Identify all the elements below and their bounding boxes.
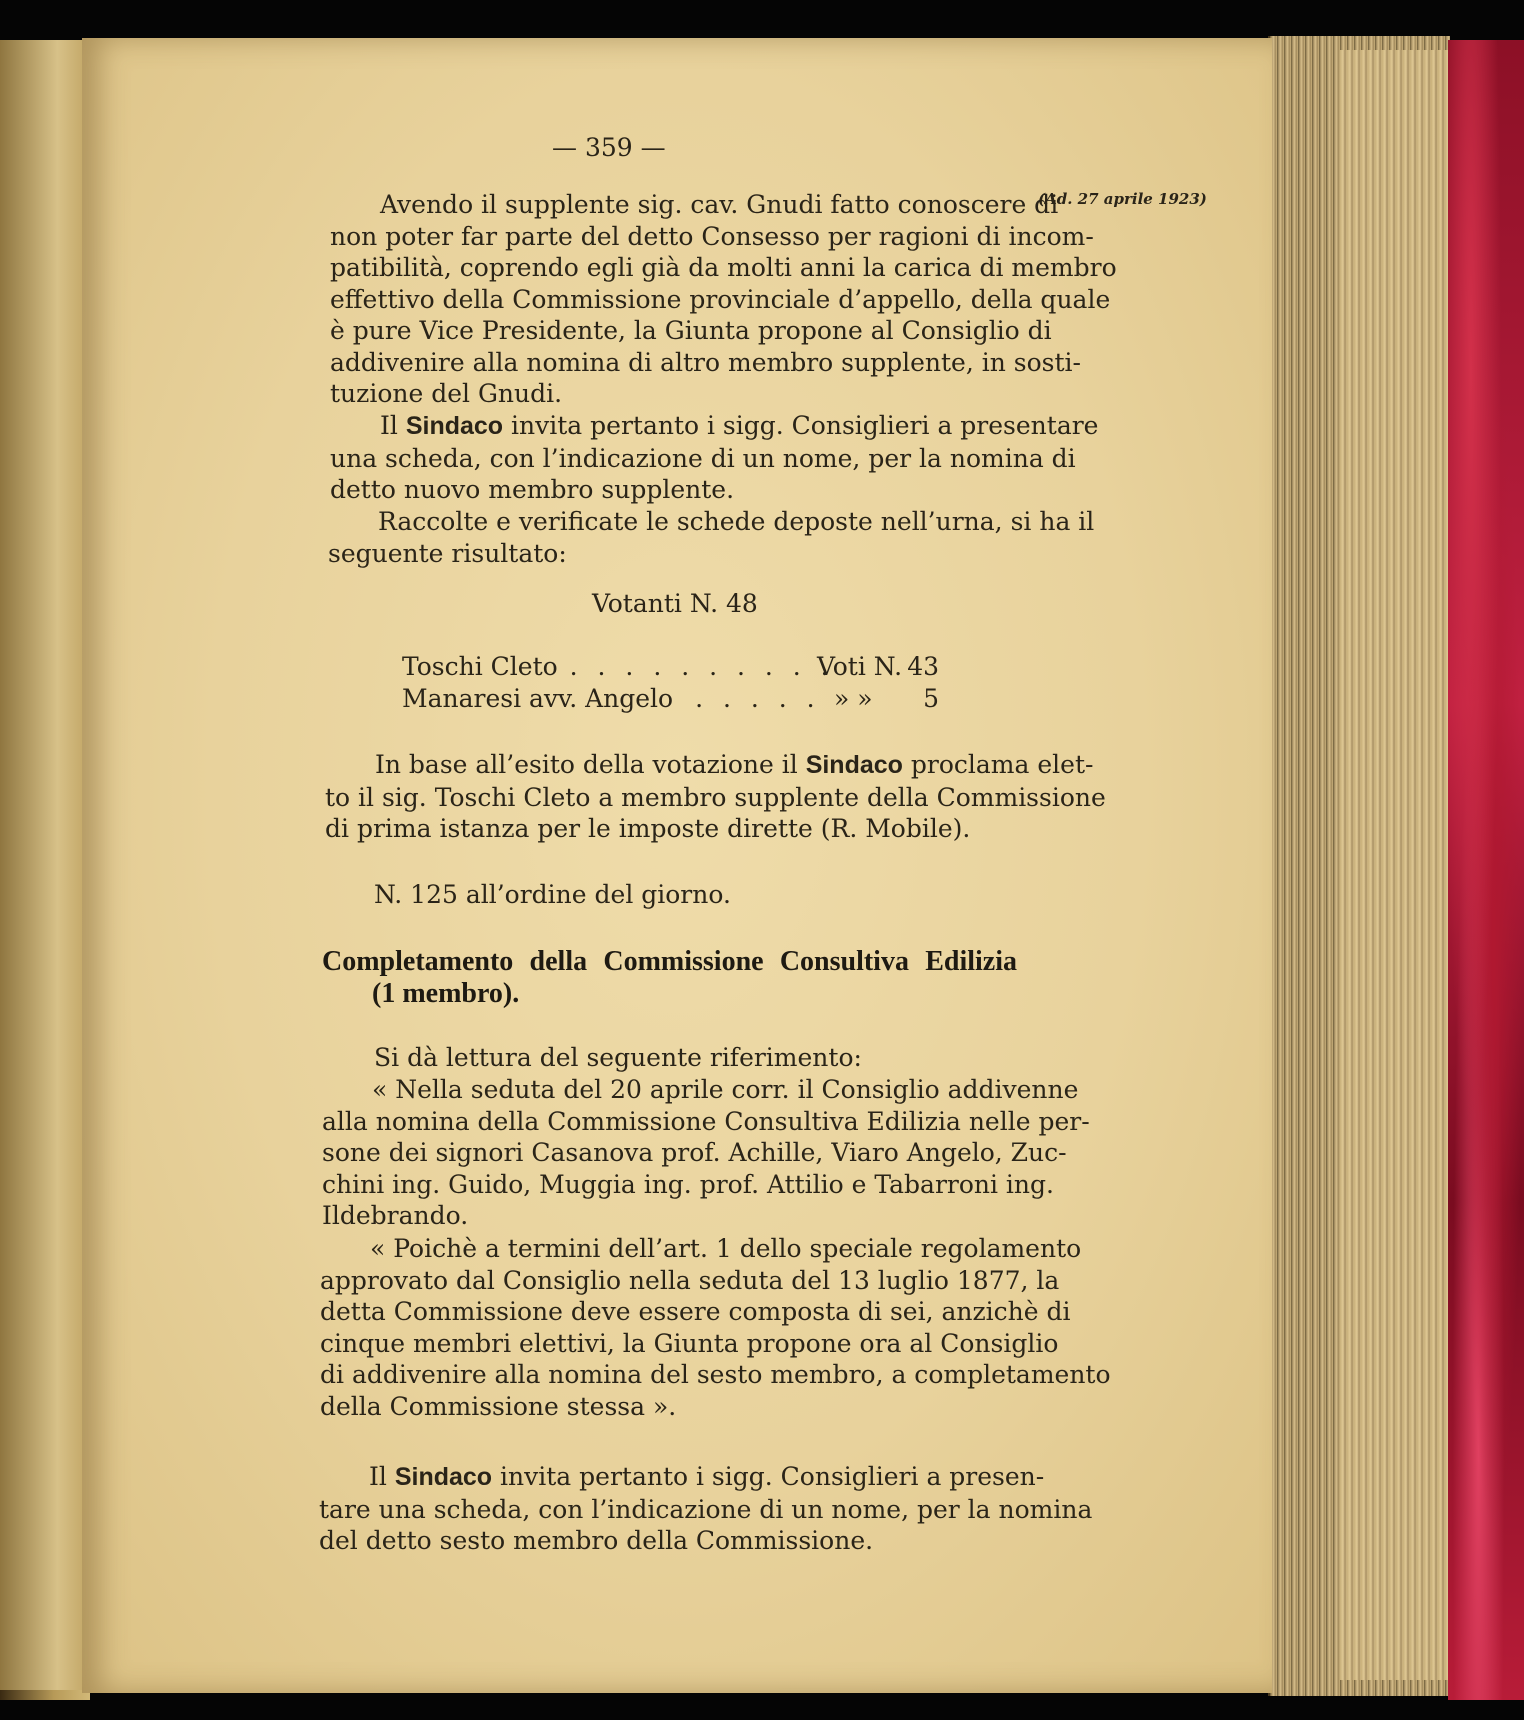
text-fragment: In base all’esito della votazione il: [375, 750, 798, 779]
margin-note: (Ad. 27 aprile 1923): [1038, 190, 1207, 208]
text-line: seguente risultato:: [328, 538, 567, 568]
text-line: chini ing. Guido, Muggia ing. prof. Attilio e Tabarroni ing.: [322, 1169, 1054, 1199]
text-line: di prima istanza per le imposte dirette (R. Mobile).: [325, 814, 971, 843]
text-line: [325, 749, 1094, 782]
votes-label: Voti N.: [817, 652, 903, 681]
text-line: approvato dal Consiglio nella seduta del 13 luglio 1877, la: [320, 1265, 1060, 1295]
paragraph-gnudi: [330, 189, 1117, 410]
results-table: [402, 651, 947, 714]
page-edges: [1340, 50, 1450, 1680]
text-line: cinque membri elettivi, la Giunta propone ora al Consiglio: [320, 1328, 1059, 1358]
leader-dots: . . . . . . . . . .: [569, 652, 835, 681]
heading-line: (1 membro).: [372, 978, 520, 1009]
result-row: [402, 683, 947, 715]
text-fragment: Il: [380, 411, 398, 440]
sindaco-label: Sindaco: [805, 751, 903, 779]
page-number: — 359 —: [552, 133, 666, 162]
quoted-paragraph-2: [320, 1233, 1111, 1422]
text-line: Ildebrando.: [322, 1201, 469, 1230]
marbled-edge: [1448, 40, 1524, 1700]
text-line: detta Commissione deve essere composta di sei, anzichè di: [320, 1297, 1071, 1326]
heading-line: Completamento della Commissione Consultiva Edilizia: [322, 946, 1017, 977]
sindaco-label: Sindaco: [394, 1463, 493, 1491]
text-line: [319, 1461, 1045, 1494]
votes-count: 43: [907, 652, 939, 681]
text-line: alla nomina della Commissione Consultiva Edilizia nelle per-: [322, 1106, 1090, 1136]
agenda-item: N. 125 all’ordine del giorno.: [374, 880, 731, 909]
candidate-name: Toschi Cleto: [402, 652, 558, 681]
text-line: detto nuovo membro supplente.: [330, 475, 735, 504]
text-line: « Nella seduta del 20 aprile corr. il Consiglio addivenne: [372, 1075, 1079, 1104]
previous-page-edge: [0, 40, 82, 1690]
text-line: effettivo della Commissione provinciale d’appello, della quale: [330, 284, 1111, 314]
text-line: del detto sesto membro della Commissione.: [319, 1526, 874, 1555]
text-line: Raccolte e verificate le schede deposte nell’urna, si ha il: [378, 507, 1095, 536]
result-row: [402, 651, 947, 683]
quoted-paragraph-1: [322, 1074, 1090, 1232]
text-line: sone dei signori Casanova prof. Achille, Viaro Angelo, Zuc-: [322, 1138, 1067, 1167]
text-fragment: invita pertanto i sigg. Consiglieri a presentare: [511, 411, 1099, 440]
text-line: Avendo il supplente sig. cav. Gnudi fatto conoscere di: [380, 190, 1059, 219]
text-line: tuzione del Gnudi.: [330, 379, 563, 408]
paragraph-invito: [330, 410, 1099, 506]
text-line: patibilità, coprendo egli già da molti anni la carica di membro: [330, 253, 1117, 282]
text-line: to il sig. Toschi Cleto a membro supplente della Commissione: [325, 782, 1106, 812]
text-line: della Commissione stessa ».: [320, 1391, 677, 1421]
text-line: « Poichè a termini dell’art. 1 dello speciale regolamento: [370, 1234, 1082, 1263]
text-line: non poter far parte del detto Consesso per ragioni di incom-: [330, 221, 1094, 251]
votes-label: » »: [834, 683, 873, 713]
votanti-line: Votanti N. 48: [592, 589, 758, 618]
text-line: [330, 410, 1099, 443]
text-fragment: invita pertanto i sigg. Consiglieri a presen-: [500, 1462, 1045, 1491]
reading-intro: Si dà lettura del seguente riferimento:: [374, 1043, 862, 1072]
text-fragment: proclama elet-: [910, 750, 1094, 779]
text-line: addivenire alla nomina di altro membro supplente, in sosti-: [330, 347, 1081, 377]
paragraph-proclamazione: [325, 749, 1106, 845]
text-line: è pure Vice Presidente, la Giunta propone al Consiglio di: [330, 316, 1052, 345]
text-fragment: Il: [369, 1462, 387, 1491]
paragraph-risultato: [328, 506, 1095, 569]
text-line: tare una scheda, con l’indicazione di un nome, per la nomina: [319, 1494, 1093, 1524]
candidate-name: Manaresi avv. Angelo: [402, 683, 674, 713]
sindaco-label: Sindaco: [405, 412, 504, 440]
leader-dots: . . . . .: [695, 683, 821, 713]
text-line: una scheda, con l’indicazione di un nome, per la nomina di: [330, 443, 1076, 473]
paragraph-invito-2: [319, 1461, 1093, 1557]
votes-count: 5: [923, 683, 939, 713]
text-line: di addivenire alla nomina del sesto membro, a completamento: [320, 1360, 1111, 1389]
section-heading: [322, 946, 1017, 1010]
